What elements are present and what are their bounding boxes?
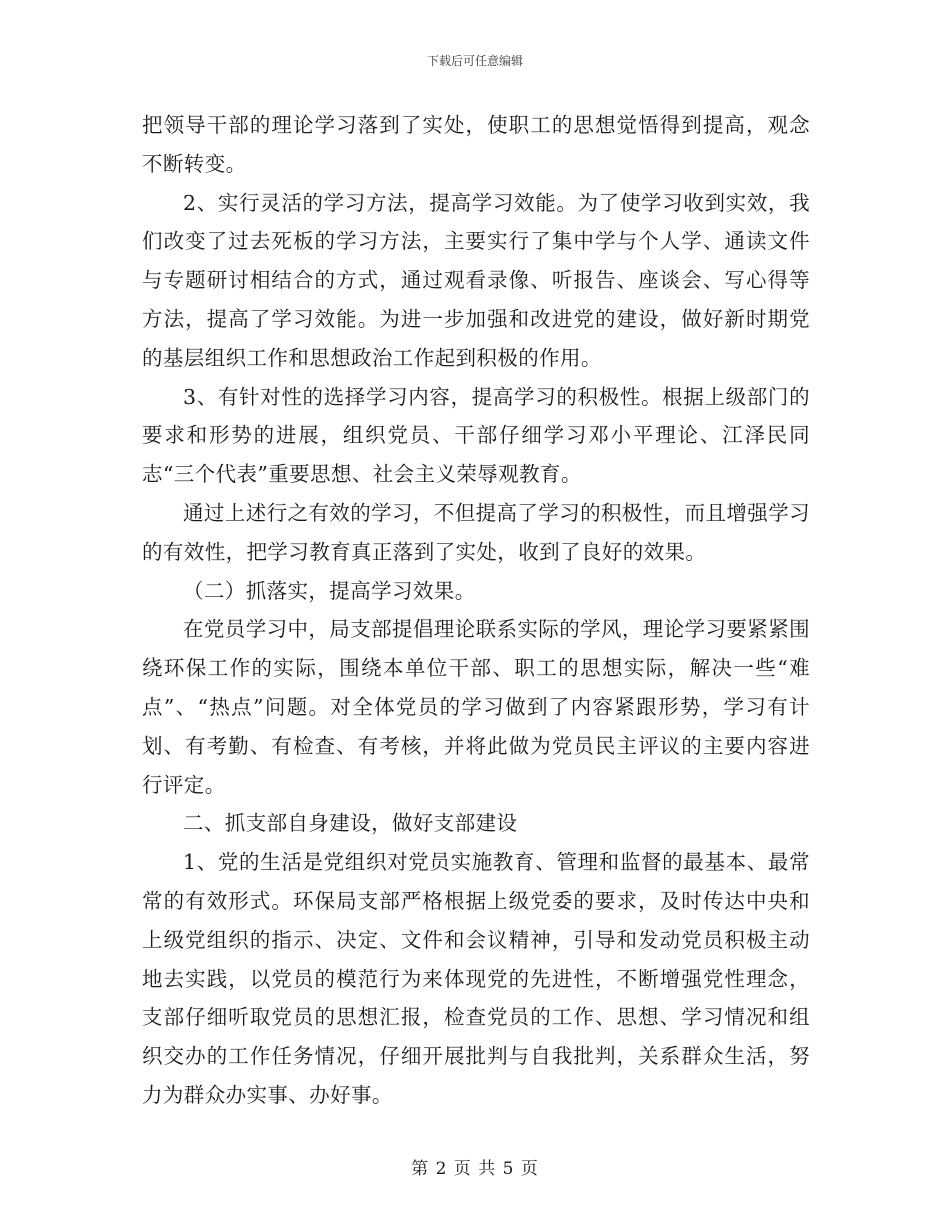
- section-heading-2-2: （二）抓落实，提高学习效果。: [183, 578, 476, 603]
- paragraph-1: 把领导干部的理论学习落到了实处，使职工的思想觉悟得到提高，观念不断转变。: [142, 113, 810, 176]
- document-body: [142, 106, 810, 1115]
- page-header: 下载后可任意编辑: [426, 54, 523, 68]
- paragraph-4: 通过上述行之有效的学习，不但提高了学习的积极性，而且增强学习的有效性，把学习教育真正落到了实处，收到了良好的效果。: [142, 500, 810, 564]
- paragraph-2: 2、实行灵活的学习方法，提高学习效能。为了使学习收到实效，我们改变了过去死板的学习方法，主要实行了集中学与个人学、通读文件与专题研讨相结合的方式，通过观看录像、听报告、座谈会、写心得等方法，提高了学习效能。为进一步加强和改进党的建设，做好新时期党的基层组织工作和思想政治工作起到积极的作用。: [142, 190, 810, 370]
- paragraph-3: 3、有针对性的选择学习内容，提高学习的积极性。根据上级部门的要求和形势的进展，组织党员、干部仔细学习邓小平理论、江泽民同志“三个代表”重要思想、社会主义荣辱观教育。: [142, 384, 810, 487]
- page-number-footer: 第 2 页 共 5 页: [411, 1159, 539, 1179]
- paragraph-6: 1、党的生活是党组织对党员实施教育、管理和监督的最基本、最常常的有效形式。环保局支部严格根据上级党委的要求，及时传达中央和上级党组织的指示、决定、文件和会议精神，引导和发动党员积极主动地去实践，以党员的模范行为来体现党的先进性，不断增强党性理念，支部仔细听取党员的思想汇报，检查党员的工作、思想、学习情况和组织交办的工作任务情况，仔细开展批判与自我批判，关系群众生活，努力为群众办实事、办好事。: [142, 850, 810, 1107]
- section-heading-2: 二、抓支部自身建设，做好支部建设: [183, 811, 518, 836]
- paragraph-5: 在党员学习中，局支部提倡理论联系实际的学风，理论学习要紧紧围绕环保工作的实际，围绕本单位干部、职工的思想实际，解决一些“难点”、“热点”问题。对全体党员的学习做到了内容紧跟形势，学习有计划、有考勤、有检查、有考核，并将此做为党员民主评议的主要内容进行评定。: [142, 617, 810, 797]
